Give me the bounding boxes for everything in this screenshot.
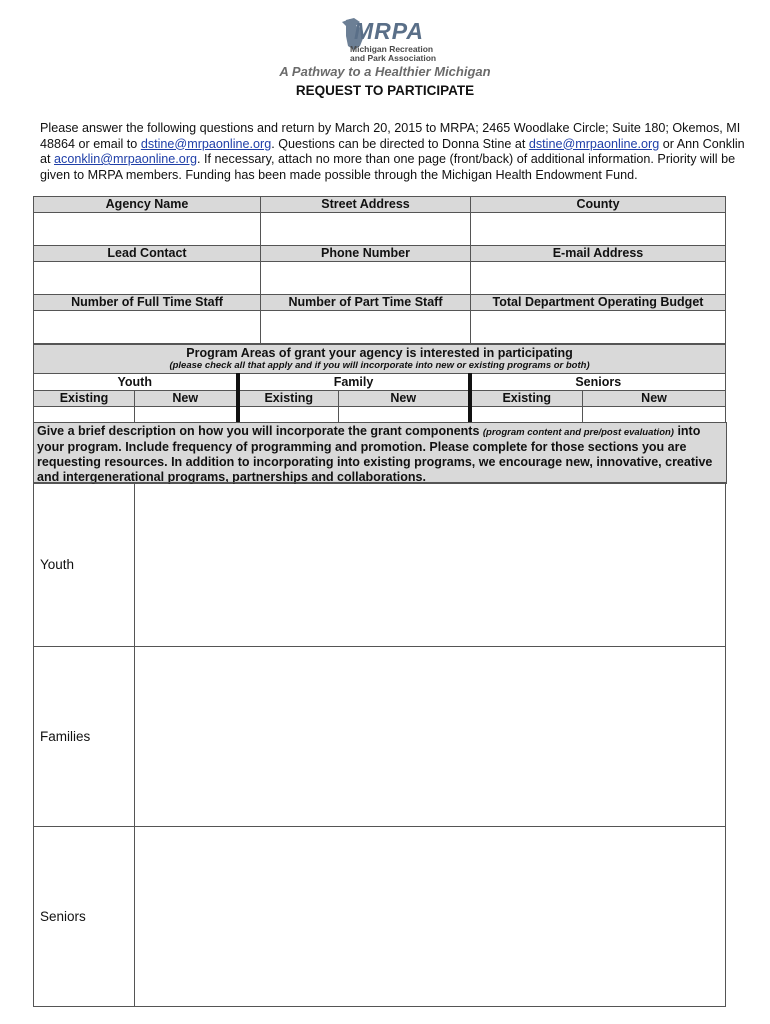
county-label: County [471, 197, 726, 213]
agency-info-table [33, 196, 726, 344]
section-label-families: Families [34, 647, 135, 827]
family-new-label: New [339, 391, 470, 407]
email-link-dstine-2[interactable]: dstine@mrpaonline.org [528, 136, 660, 151]
email-link-aconklin[interactable]: aconklin@mrpaonline.org [54, 152, 198, 166]
section-field-families[interactable] [135, 647, 726, 827]
program-areas-header [34, 345, 726, 374]
phone-number-field[interactable] [261, 262, 471, 295]
operating-budget-field[interactable] [471, 311, 726, 344]
lead-contact-field[interactable] [34, 262, 261, 295]
group-family: Family [238, 374, 470, 391]
youth-new-checkbox[interactable] [135, 407, 238, 423]
seniors-existing-label: Existing [470, 391, 583, 407]
operating-budget-label: Total Department Operating Budget [471, 295, 726, 311]
lead-contact-label: Lead Contact [34, 246, 261, 262]
group-seniors: Seniors [470, 374, 726, 391]
agency-name-field[interactable] [34, 213, 261, 246]
logo-wordmark: MRPA [354, 18, 425, 44]
logo-subtitle-line2: and Park Association [350, 53, 437, 63]
street-address-label: Street Address [261, 197, 471, 213]
description-lead: Give a brief description on how you will incorporate the grant components [37, 424, 483, 438]
section-label-youth: Youth [34, 483, 135, 647]
section-label-seniors: Seniors [34, 827, 135, 1007]
section-field-youth[interactable] [135, 483, 726, 647]
description-rest: into your program. Include frequency of programming and promotion. Please complete for those sections you are requesting resources. In addition to incorporating into existing programs, we encourage new, innovative, creative and intergenerational programs, partnerships and collaborations. [37, 424, 713, 484]
full-time-staff-label: Number of Full Time Staff [34, 295, 261, 311]
part-time-staff-field[interactable] [261, 311, 471, 344]
instructions-text-2: . Questions can be directed to Donna Stine at [271, 136, 529, 151]
family-existing-checkbox[interactable] [238, 407, 339, 423]
family-existing-label: Existing [238, 391, 339, 407]
instructions-text-1: Please answer the following questions and return by March 20, 2015 to MRPA; 2465 Woodlake Circle; Suite 180; Okemos, MI 48864 or email to [40, 121, 741, 151]
instructions-text-4: . If necessary, attach no more than one page (front/back) of additional information. Priority will be given to MRPA members. Funding has been made possible through the Michigan Health Endowment Fund. [40, 152, 736, 182]
section-field-seniors[interactable] [135, 827, 726, 1007]
full-time-staff-field[interactable] [34, 311, 261, 344]
page-title: REQUEST TO PARTICIPATE [295, 83, 475, 98]
email-address-label: E-mail Address [471, 246, 726, 262]
instructions-paragraph [40, 121, 745, 183]
description-prompt [33, 422, 727, 484]
youth-existing-label: Existing [34, 391, 135, 407]
seniors-existing-checkbox[interactable] [470, 407, 583, 423]
seniors-new-label: New [583, 391, 726, 407]
phone-number-label: Phone Number [261, 246, 471, 262]
county-field[interactable] [471, 213, 726, 246]
tagline: A Pathway to a Healthier Michigan [279, 64, 491, 79]
logo-subtitle-line1: Michigan Recreation [350, 44, 434, 54]
youth-existing-checkbox[interactable] [34, 407, 135, 423]
family-new-checkbox[interactable] [339, 407, 470, 423]
part-time-staff-label: Number of Part Time Staff [261, 295, 471, 311]
instructions-text-3: or Ann Conklin at [40, 136, 745, 166]
agency-name-label: Agency Name [34, 197, 261, 213]
program-areas-table [33, 344, 726, 423]
seniors-new-checkbox[interactable] [583, 407, 726, 423]
description-note: (program content and pre/post evaluation) [482, 427, 674, 438]
youth-new-label: New [135, 391, 238, 407]
sections-table [33, 482, 726, 1007]
program-areas-note: (please check all that apply and if you will incorporate into new or existing programs or both) [169, 360, 590, 371]
email-address-field[interactable] [471, 262, 726, 295]
group-youth: Youth [34, 374, 238, 391]
street-address-field[interactable] [261, 213, 471, 246]
program-areas-title: Program Areas of grant your agency is interested in participating [186, 346, 573, 360]
email-link-dstine[interactable]: dstine@mrpaonline.org [140, 136, 272, 151]
